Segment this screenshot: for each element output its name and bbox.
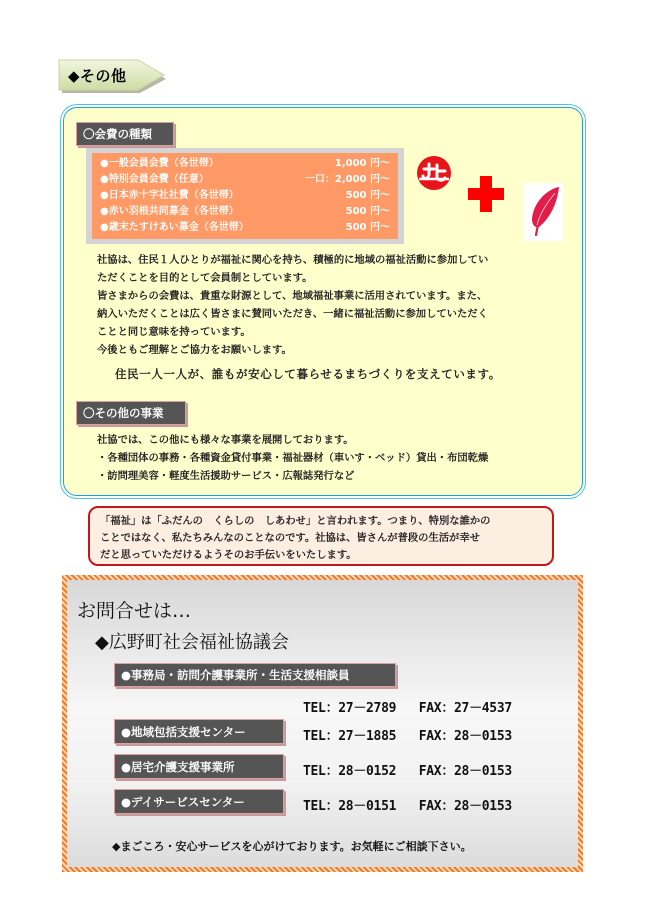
fee-amount: 一口：2,000 円～	[304, 174, 390, 185]
services-line: ・訪問理美容・軽度生活援助サービス・広報誌発行など	[97, 470, 355, 482]
red-feather-icon	[523, 183, 563, 241]
other-services-label-text: 〇その他の事業	[83, 406, 164, 420]
fax-number: FAX：28－0153	[418, 729, 512, 744]
fee-name: ●歳末たすけあい募金（各世帯）	[100, 222, 249, 233]
fee-amount: 500 円～	[345, 222, 390, 233]
contact-numbers-secretariat	[303, 697, 512, 716]
organization-name: ◆広野町社会福祉協議会	[95, 632, 289, 653]
fax-number: FAX：27－4537	[418, 701, 512, 716]
paragraph-line: 納入いただくことは広く皆さまに賛同いただき、一緒に福祉活動に参加していただく	[97, 308, 488, 320]
paragraph-line: 社協は、住民１人ひとりが福祉に関心を持ち、積極的に地域の福祉活動に参加してい	[97, 254, 489, 266]
other-services-text	[97, 431, 488, 485]
paragraph-line: ことと同じ意味を持っています。	[97, 326, 251, 338]
slogan: 住民一人一人が、誰もが安心して暮らせるまちづくりを支えています。	[115, 367, 501, 381]
fee-row	[100, 220, 390, 236]
paragraph-line: ただくことを目的として会員制としています。	[97, 272, 313, 284]
membership-paragraph	[97, 251, 488, 359]
membership-label	[76, 122, 174, 146]
office-name: ●地域包括支援センター	[121, 724, 246, 739]
tel-number: TEL：27－2789	[303, 701, 397, 716]
office-label-secretariat	[114, 663, 396, 687]
other-services-label	[76, 401, 186, 425]
section-heading-tag	[58, 59, 166, 91]
note-line: ことではなく、私たちみんなのことなのです。社協は、皆さんが普段の生活が幸せ	[100, 532, 480, 544]
tel-number: TEL：27－1885	[303, 729, 397, 744]
contact-numbers-community-support	[303, 725, 512, 744]
fee-name: ●日本赤十字社社費（各世帯）	[100, 190, 239, 201]
contact-numbers-day-service	[303, 795, 512, 814]
red-cross-icon	[466, 174, 506, 214]
note-line: だと思っていただけるようそのお手伝いをいたします。	[100, 549, 357, 561]
fee-table	[92, 153, 398, 239]
fee-row	[100, 204, 390, 220]
fee-amount: 500 円～	[345, 206, 390, 217]
shakyo-logo-icon	[416, 155, 452, 191]
paragraph-line: 皆さまからの会費は、貴重な財源として、地域福祉事業に活用されています。また、	[97, 290, 488, 302]
fee-name: ●赤い羽根共同募金（各世帯）	[100, 206, 239, 217]
fee-name: ●特別会員会費（任意）	[100, 174, 209, 185]
office-label-day-service	[114, 789, 284, 814]
fee-table-frame	[86, 148, 404, 244]
note-line: 「福祉」は「ふだんの くらしの しあわせ」と言われます。つまり、特別な誰かの	[100, 515, 491, 527]
fee-amount: 500 円～	[345, 190, 390, 201]
fee-name: ●一般会員会費（各世帯）	[100, 158, 219, 169]
services-line: ・各種団体の事務・各種資金貸付事業・福祉器材（車いす・ベッド）貸出・布団乾燥	[97, 452, 489, 464]
welfare-note	[88, 506, 554, 566]
paragraph-line: 今後ともご理解とご協力をお願いします。	[97, 344, 292, 356]
footer-note: ◆まごころ・安心サービスを心がけております。お気軽にご相談下さい。	[112, 840, 472, 853]
contact-numbers-home-care	[303, 760, 512, 779]
fax-number: FAX：28－0153	[418, 799, 512, 814]
tel-number: TEL：28－0152	[303, 764, 397, 779]
office-name: ●デイサービスセンター	[121, 794, 245, 809]
office-label-home-care	[114, 754, 284, 779]
services-line: 社協では、この他にも様々な事業を展開しております。	[97, 434, 354, 446]
fee-row	[100, 188, 390, 204]
fee-row	[100, 156, 390, 172]
fee-row	[100, 172, 390, 188]
section-heading: ◆その他	[68, 67, 127, 85]
membership-label-text: 〇会費の種類	[83, 127, 152, 141]
office-label-community-support	[114, 719, 284, 744]
fax-number: FAX：28－0153	[418, 764, 512, 779]
contact-title: お問合せは…	[77, 600, 192, 622]
office-name: ●事務局・訪問介護事業所・生活支援相談員	[121, 668, 350, 682]
tel-number: TEL：28－0151	[303, 799, 397, 814]
fee-amount: 1,000 円～	[334, 158, 390, 169]
office-name: ●居宅介護支援事業所	[121, 759, 235, 774]
